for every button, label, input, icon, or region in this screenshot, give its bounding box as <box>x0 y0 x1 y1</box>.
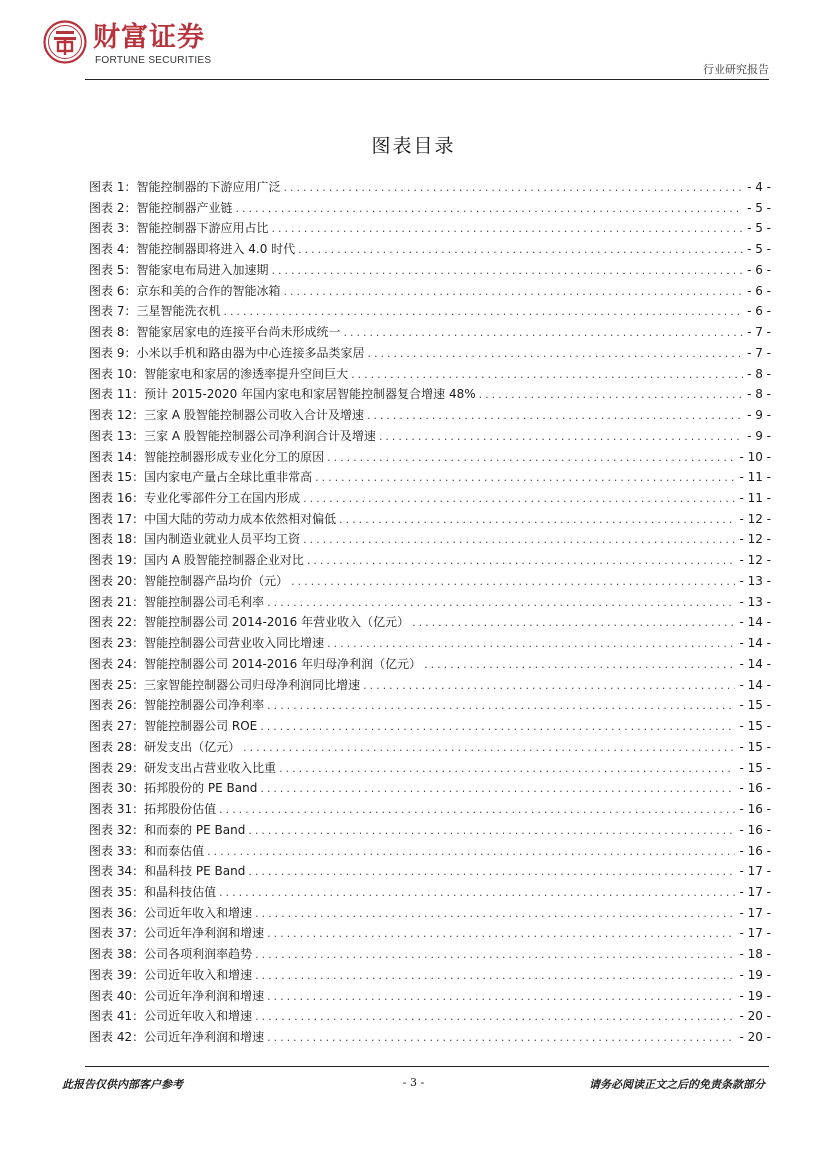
toc-entry-page: - 5 - <box>747 242 771 257</box>
toc-entry[interactable] <box>89 322 771 343</box>
brand-name-cn: 财富证券 <box>93 22 205 53</box>
toc-entry-label: 图表 40：公司近年净利润和增速 <box>89 988 265 1003</box>
toc-leader-dots <box>315 468 735 489</box>
toc-leader-dots <box>255 966 735 987</box>
toc-entry-label: 图表 38：公司各项利润率趋势 <box>89 947 253 962</box>
toc-entry[interactable] <box>89 861 771 882</box>
toc-leader-dots <box>307 551 736 572</box>
toc-leader-dots <box>298 240 743 261</box>
toc-entry-label: 图表 42：公司近年净利润和增速 <box>89 1030 265 1045</box>
toc-entry[interactable] <box>89 384 771 405</box>
toc-entry-label: 图表 1：智能控制器的下游应用广泛 <box>89 180 281 194</box>
toc-entry-label: 图表 16：专业化零部件分工在国内形成 <box>89 491 301 506</box>
toc-entry[interactable] <box>89 695 771 716</box>
figure-table-of-contents <box>89 177 771 1048</box>
footer-divider <box>85 1066 769 1067</box>
toc-entry-page: - 16 - <box>739 781 771 796</box>
toc-entry-label: 图表 23：智能控制器公司营业收入同比增速 <box>89 636 325 651</box>
toc-entry[interactable] <box>89 882 771 903</box>
toc-entry-page: - 16 - <box>739 843 771 858</box>
toc-entry[interactable] <box>89 841 771 862</box>
toc-entry-page: - 6 - <box>747 262 771 277</box>
toc-entry-page: - 7 - <box>747 345 771 360</box>
toc-entry-label: 图表 34：和晶科技 PE Band <box>89 864 246 879</box>
toc-leader-dots <box>219 883 735 904</box>
toc-entry-label: 图表 8：智能家居家电的连接平台尚未形成统一 <box>89 325 341 340</box>
toc-entry-label: 图表 39：公司近年收入和增速 <box>89 967 253 982</box>
toc-entry[interactable] <box>89 364 771 385</box>
toc-entry-page: - 12 - <box>739 532 771 547</box>
toc-entry-page: - 16 - <box>739 802 771 817</box>
toc-entry-label: 图表 31：拓邦股份估值 <box>89 802 217 817</box>
toc-entry[interactable] <box>89 177 771 198</box>
toc-entry-label: 图表 19：国内 A 股智能控制器企业对比 <box>89 553 304 568</box>
toc-entry-page: - 12 - <box>739 511 771 526</box>
toc-entry-page: - 9 - <box>747 428 771 443</box>
toc-leader-dots <box>255 904 735 925</box>
toc-entry-label: 图表 35：和晶科技估值 <box>89 884 217 899</box>
toc-entry-label: 图表 33：和而泰估值 <box>89 843 205 858</box>
toc-leader-dots <box>248 862 735 883</box>
toc-leader-dots <box>412 613 735 634</box>
toc-leader-dots <box>267 1028 735 1049</box>
toc-entry-label: 图表 4：智能控制器即将进入 4.0 时代 <box>89 242 296 257</box>
report-type: 行业研究报告 <box>703 63 769 76</box>
toc-entry-page: - 17 - <box>739 864 771 879</box>
toc-leader-dots <box>363 676 735 697</box>
toc-entry[interactable] <box>89 716 771 737</box>
toc-leader-dots <box>279 759 735 780</box>
toc-leader-dots <box>235 199 743 220</box>
toc-entry-label: 图表 32：和而泰的 PE Band <box>89 822 246 837</box>
toc-entry-page: - 13 - <box>739 573 771 588</box>
toc-entry[interactable] <box>89 343 771 364</box>
toc-entry-page: - 18 - <box>739 947 771 962</box>
toc-entry-label: 图表 27：智能控制器公司 ROE <box>89 719 258 734</box>
toc-entry-page: - 17 - <box>739 905 771 920</box>
toc-leader-dots <box>343 323 743 344</box>
footer-disclaimer-left: 此报告仅供内部客户参考 <box>62 1078 183 1091</box>
toc-entry[interactable] <box>89 260 771 281</box>
toc-entry-label: 图表 18：国内制造业就业人员平均工资 <box>89 532 301 547</box>
fortune-securities-logo-icon <box>43 20 87 64</box>
toc-leader-dots <box>339 510 735 531</box>
toc-entry-label: 图表 29：研发支出占营业收入比重 <box>89 760 277 775</box>
toc-entry-label: 图表 12：三家 A 股智能控制器公司收入合计及增速 <box>89 408 364 423</box>
toc-leader-dots <box>379 427 743 448</box>
toc-entry[interactable] <box>89 612 771 633</box>
toc-entry-page: - 5 - <box>747 221 771 236</box>
toc-leader-dots <box>260 779 735 800</box>
toc-entry-label: 图表 26：智能控制器公司净利率 <box>89 698 265 713</box>
toc-entry[interactable] <box>89 198 771 219</box>
toc-entry-label: 图表 30：拓邦股份的 PE Band <box>89 781 258 796</box>
toc-entry-page: - 15 - <box>739 719 771 734</box>
toc-leader-dots <box>271 261 743 282</box>
toc-entry-page: - 7 - <box>747 325 771 340</box>
toc-leader-dots <box>267 924 735 945</box>
toc-leader-dots <box>283 178 743 199</box>
toc-entry[interactable] <box>89 488 771 509</box>
toc-leader-dots <box>303 530 735 551</box>
toc-entry-page: - 10 - <box>739 449 771 464</box>
toc-entry[interactable] <box>89 239 771 260</box>
toc-leader-dots <box>223 302 743 323</box>
toc-entry-label: 图表 3：智能控制器下游应用占比 <box>89 221 269 236</box>
toc-entry-page: - 6 - <box>747 283 771 298</box>
toc-entry[interactable] <box>89 986 771 1007</box>
toc-leader-dots <box>207 842 735 863</box>
toc-leader-dots <box>327 448 735 469</box>
toc-entry-label: 图表 37：公司近年净利润和增速 <box>89 926 265 941</box>
toc-entry-page: - 6 - <box>747 304 771 319</box>
toc-entry[interactable] <box>89 509 771 530</box>
toc-leader-dots <box>367 406 743 427</box>
toc-entry-page: - 9 - <box>747 408 771 423</box>
toc-leader-dots <box>267 987 735 1008</box>
toc-entry-label: 图表 15：国内家电产量占全球比重非常高 <box>89 470 313 485</box>
toc-leader-dots <box>271 219 743 240</box>
toc-leader-dots <box>248 821 735 842</box>
toc-leader-dots <box>367 344 743 365</box>
header-divider <box>85 79 769 80</box>
toc-leader-dots <box>479 385 743 406</box>
toc-entry-page: - 11 - <box>739 491 771 506</box>
toc-entry[interactable] <box>89 281 771 302</box>
toc-entry-page: - 15 - <box>739 698 771 713</box>
toc-leader-dots <box>351 365 743 386</box>
page-header <box>0 0 827 80</box>
toc-entry[interactable] <box>89 301 771 322</box>
toc-entry-label: 图表 20：智能控制器产品均价（元） <box>89 573 289 588</box>
toc-entry[interactable] <box>89 405 771 426</box>
toc-entry[interactable] <box>89 820 771 841</box>
toc-entry-label: 图表 5：智能家电布局进入加速期 <box>89 262 269 277</box>
toc-leader-dots <box>303 489 735 510</box>
toc-leader-dots <box>267 593 735 614</box>
toc-entry-label: 图表 17：中国大陆的劳动力成本依然相对偏低 <box>89 511 337 526</box>
toc-entry-page: - 19 - <box>739 988 771 1003</box>
toc-entry-page: - 19 - <box>739 967 771 982</box>
toc-entry-page: - 14 - <box>739 656 771 671</box>
toc-entry-label: 图表 11：预计 2015-2020 年国内家电和家居智能控制器复合增速 48% <box>89 387 476 402</box>
toc-entry[interactable] <box>89 737 771 758</box>
toc-entry-page: - 4 - <box>747 180 771 194</box>
toc-leader-dots <box>283 282 743 303</box>
toc-entry[interactable] <box>89 529 771 550</box>
toc-leader-dots <box>219 800 735 821</box>
toc-entry[interactable] <box>89 447 771 468</box>
toc-entry-label: 图表 41：公司近年收入和增速 <box>89 1009 253 1024</box>
toc-entry[interactable] <box>89 799 771 820</box>
toc-entry[interactable] <box>89 1006 771 1027</box>
toc-entry-page: - 11 - <box>739 470 771 485</box>
toc-entry-page: - 8 - <box>747 387 771 402</box>
toc-entry[interactable] <box>89 778 771 799</box>
toc-title: 图表目录 <box>371 135 456 157</box>
toc-entry-label: 图表 13：三家 A 股智能控制器公司净利润合计及增速 <box>89 428 376 443</box>
toc-entry-page: - 17 - <box>739 884 771 899</box>
toc-entry-label: 图表 25：三家智能控制器公司归母净利润同比增速 <box>89 677 361 692</box>
toc-entry[interactable] <box>89 218 771 239</box>
toc-leader-dots <box>255 1007 735 1028</box>
toc-entry-page: - 13 - <box>739 594 771 609</box>
toc-entry[interactable] <box>89 923 771 944</box>
toc-leader-dots <box>291 572 735 593</box>
toc-leader-dots <box>424 655 735 676</box>
toc-entry[interactable] <box>89 965 771 986</box>
toc-entry[interactable] <box>89 903 771 924</box>
toc-leader-dots <box>260 717 735 738</box>
toc-entry[interactable] <box>89 944 771 965</box>
toc-entry[interactable] <box>89 467 771 488</box>
toc-entry-label: 图表 2：智能控制器产业链 <box>89 200 233 215</box>
toc-entry-page: - 15 - <box>739 739 771 754</box>
toc-entry[interactable] <box>89 550 771 571</box>
toc-entry-page: - 16 - <box>739 822 771 837</box>
toc-entry-label: 图表 10：智能家电和家居的渗透率提升空间巨大 <box>89 366 349 381</box>
toc-entry-label: 图表 14：智能控制器形成专业化分工的原因 <box>89 449 325 464</box>
toc-entry-page: - 14 - <box>739 636 771 651</box>
toc-entry-page: - 17 - <box>739 926 771 941</box>
footer-disclaimer-right: 请务必阅读正文之后的免责条款部分 <box>589 1078 765 1091</box>
brand-name-en: FORTUNE SECURITIES <box>95 55 212 66</box>
toc-entry-page: - 14 - <box>739 677 771 692</box>
toc-entry-page: - 14 - <box>739 615 771 630</box>
toc-entry-label: 图表 28：研发支出（亿元） <box>89 739 241 754</box>
toc-entry-label: 图表 9：小米以手机和路由器为中心连接多品类家居 <box>89 345 365 360</box>
toc-entry[interactable] <box>89 758 771 779</box>
toc-entry-page: - 12 - <box>739 553 771 568</box>
toc-entry-label: 图表 21：智能控制器公司毛利率 <box>89 594 265 609</box>
toc-leader-dots <box>327 634 735 655</box>
toc-entry[interactable] <box>89 654 771 675</box>
toc-entry-label: 图表 24：智能控制器公司 2014-2016 年归母净利润（亿元） <box>89 656 422 671</box>
toc-entry-label: 图表 36：公司近年收入和增速 <box>89 905 253 920</box>
toc-entry-page: - 8 - <box>747 366 771 381</box>
toc-leader-dots <box>243 738 735 759</box>
toc-entry-page: - 15 - <box>739 760 771 775</box>
toc-leader-dots <box>255 945 735 966</box>
toc-entry-label: 图表 22：智能控制器公司 2014-2016 年营业收入（亿元） <box>89 615 410 630</box>
toc-entry[interactable] <box>89 592 771 613</box>
toc-leader-dots <box>267 696 735 717</box>
toc-entry-page: - 20 - <box>739 1030 771 1045</box>
toc-entry-page: - 5 - <box>747 200 771 215</box>
toc-entry[interactable] <box>89 571 771 592</box>
toc-entry-page: - 20 - <box>739 1009 771 1024</box>
toc-entry-label: 图表 7：三星智能洗衣机 <box>89 304 221 319</box>
toc-entry[interactable] <box>89 426 771 447</box>
toc-entry-label: 图表 6：京东和美的合作的智能冰箱 <box>89 283 281 298</box>
page-number: - 3 - <box>402 1076 425 1089</box>
toc-entry[interactable] <box>89 675 771 696</box>
toc-entry[interactable] <box>89 633 771 654</box>
toc-entry[interactable] <box>89 1027 771 1048</box>
